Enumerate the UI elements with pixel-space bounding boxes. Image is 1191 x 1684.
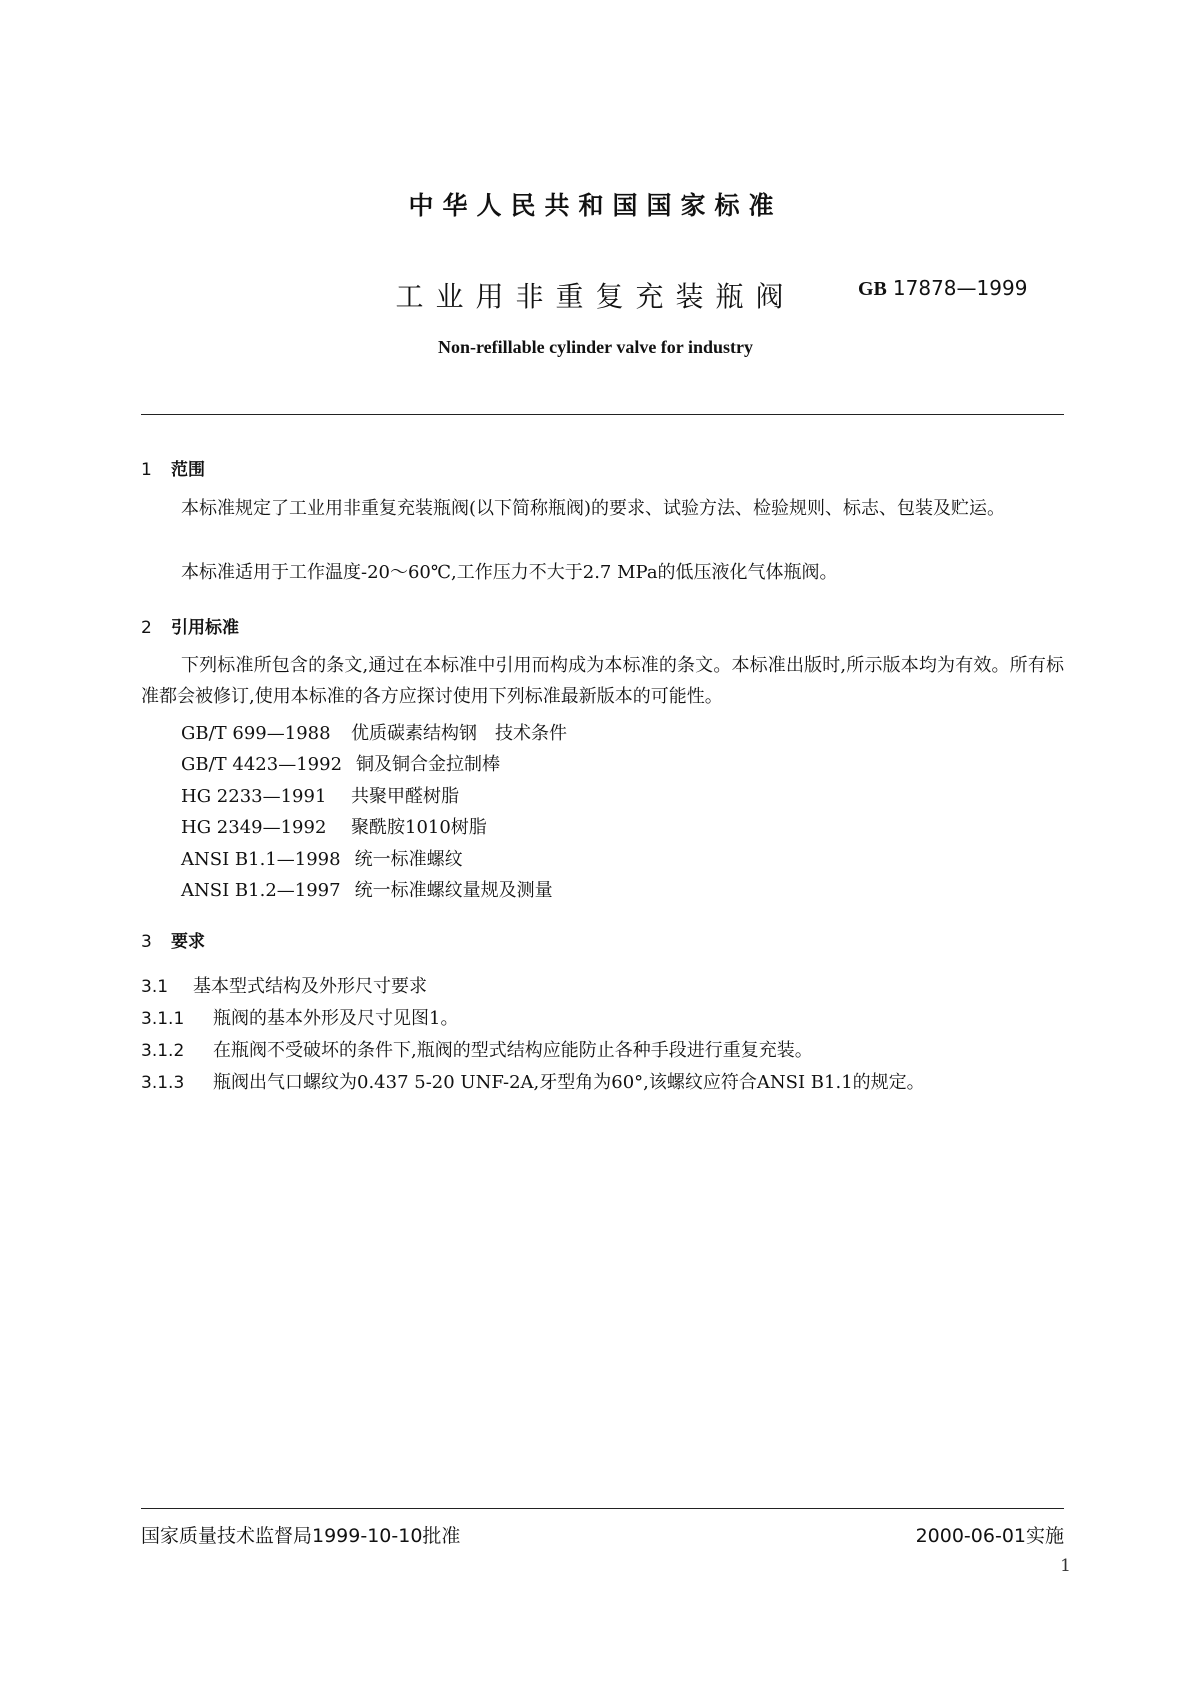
section-1-heading	[141, 455, 205, 480]
reference-item	[181, 782, 459, 808]
reference-name: 共聚甲醛树脂	[351, 786, 459, 807]
section-2-paragraph-1: 下列标准所包含的条文,通过在本标准中引用而构成为本标准的条文。本标准出版时,所示版本均为有效。所有标准都会被修订,使用本标准的各方应探讨使用下列标准最新版本的可能性。	[141, 655, 1064, 707]
reference-name: 优质碳素结构钢 技术条件	[351, 723, 567, 744]
section-2-heading	[141, 613, 239, 638]
reference-name: 统一标准螺纹	[354, 849, 463, 870]
clause-item	[141, 1004, 458, 1030]
section-1-paragraph-1: 本标准规定了工业用非重复充装瓶阀(以下简称瓶阀)的要求、试验方法、检验规则、标志、包装及贮运。	[181, 498, 1006, 519]
document-title-cn: 工业用非重复充装瓶阀	[395, 280, 796, 313]
clause-text: 在瓶阀不受破坏的条件下,瓶阀的型式结构应能防止各种手段进行重复充装。	[213, 1040, 813, 1061]
footer-divider	[141, 1508, 1064, 1509]
reference-code: ANSI B1.1—1998	[181, 849, 341, 870]
effective-date: 2000-06-01实施	[915, 1525, 1064, 1547]
reference-code: HG 2233—1991	[181, 786, 327, 807]
reference-item	[181, 750, 500, 776]
standard-prefix: GB	[858, 278, 887, 300]
section-3-heading	[141, 927, 205, 952]
clause-item	[141, 1036, 813, 1062]
clause-text: 基本型式结构及外形尺寸要求	[193, 976, 427, 997]
clause-text: 瓶阀的基本外形及尺寸见图1。	[213, 1008, 459, 1029]
section-number: 3	[141, 932, 152, 952]
header-divider	[141, 414, 1064, 415]
standard-code: 17878—1999	[892, 276, 1028, 300]
document-title-en: Non-refillable cylinder valve for industry	[438, 337, 753, 357]
page-number: 1	[1060, 1556, 1071, 1576]
section-title: 范围	[171, 460, 205, 480]
clause-number: 3.1	[141, 977, 169, 997]
reference-item	[181, 719, 567, 745]
reference-item	[181, 876, 553, 902]
section-1-paragraph-2: 本标准适用于工作温度-20～60℃,工作压力不大于2.7 MPa的低压液化气体瓶阀。	[181, 562, 838, 583]
reference-name: 聚酰胺1010树脂	[351, 817, 487, 838]
clause-number: 3.1.2	[141, 1041, 185, 1061]
section-number: 1	[141, 460, 152, 480]
reference-name: 统一标准螺纹量规及测量	[354, 880, 553, 901]
reference-item	[181, 845, 463, 871]
reference-name: 铜及铜合金拉制棒	[356, 754, 501, 775]
reference-code: HG 2349—1992	[181, 817, 327, 838]
section-title: 要求	[171, 932, 205, 952]
reference-item	[181, 813, 487, 839]
standard-number	[858, 276, 1027, 301]
clause-item	[141, 1068, 925, 1094]
clause-item	[141, 972, 427, 998]
section-title: 引用标准	[171, 618, 239, 638]
section-number: 2	[141, 618, 152, 638]
reference-code: ANSI B1.2—1997	[181, 880, 341, 901]
clause-text: 瓶阀出气口螺纹为0.437 5-20 UNF-2A,牙型角为60°,该螺纹应符合ANSI B1.1的规定。	[213, 1072, 925, 1093]
approval-info: 国家质量技术监督局1999-10-10批准	[141, 1525, 461, 1547]
issuing-organization: 中华人民共和国国家标准	[408, 191, 783, 220]
clause-number: 3.1.3	[141, 1073, 185, 1093]
reference-code: GB/T 699—1988	[181, 723, 331, 744]
clause-number: 3.1.1	[141, 1009, 185, 1029]
reference-code: GB/T 4423—1992	[181, 754, 343, 775]
